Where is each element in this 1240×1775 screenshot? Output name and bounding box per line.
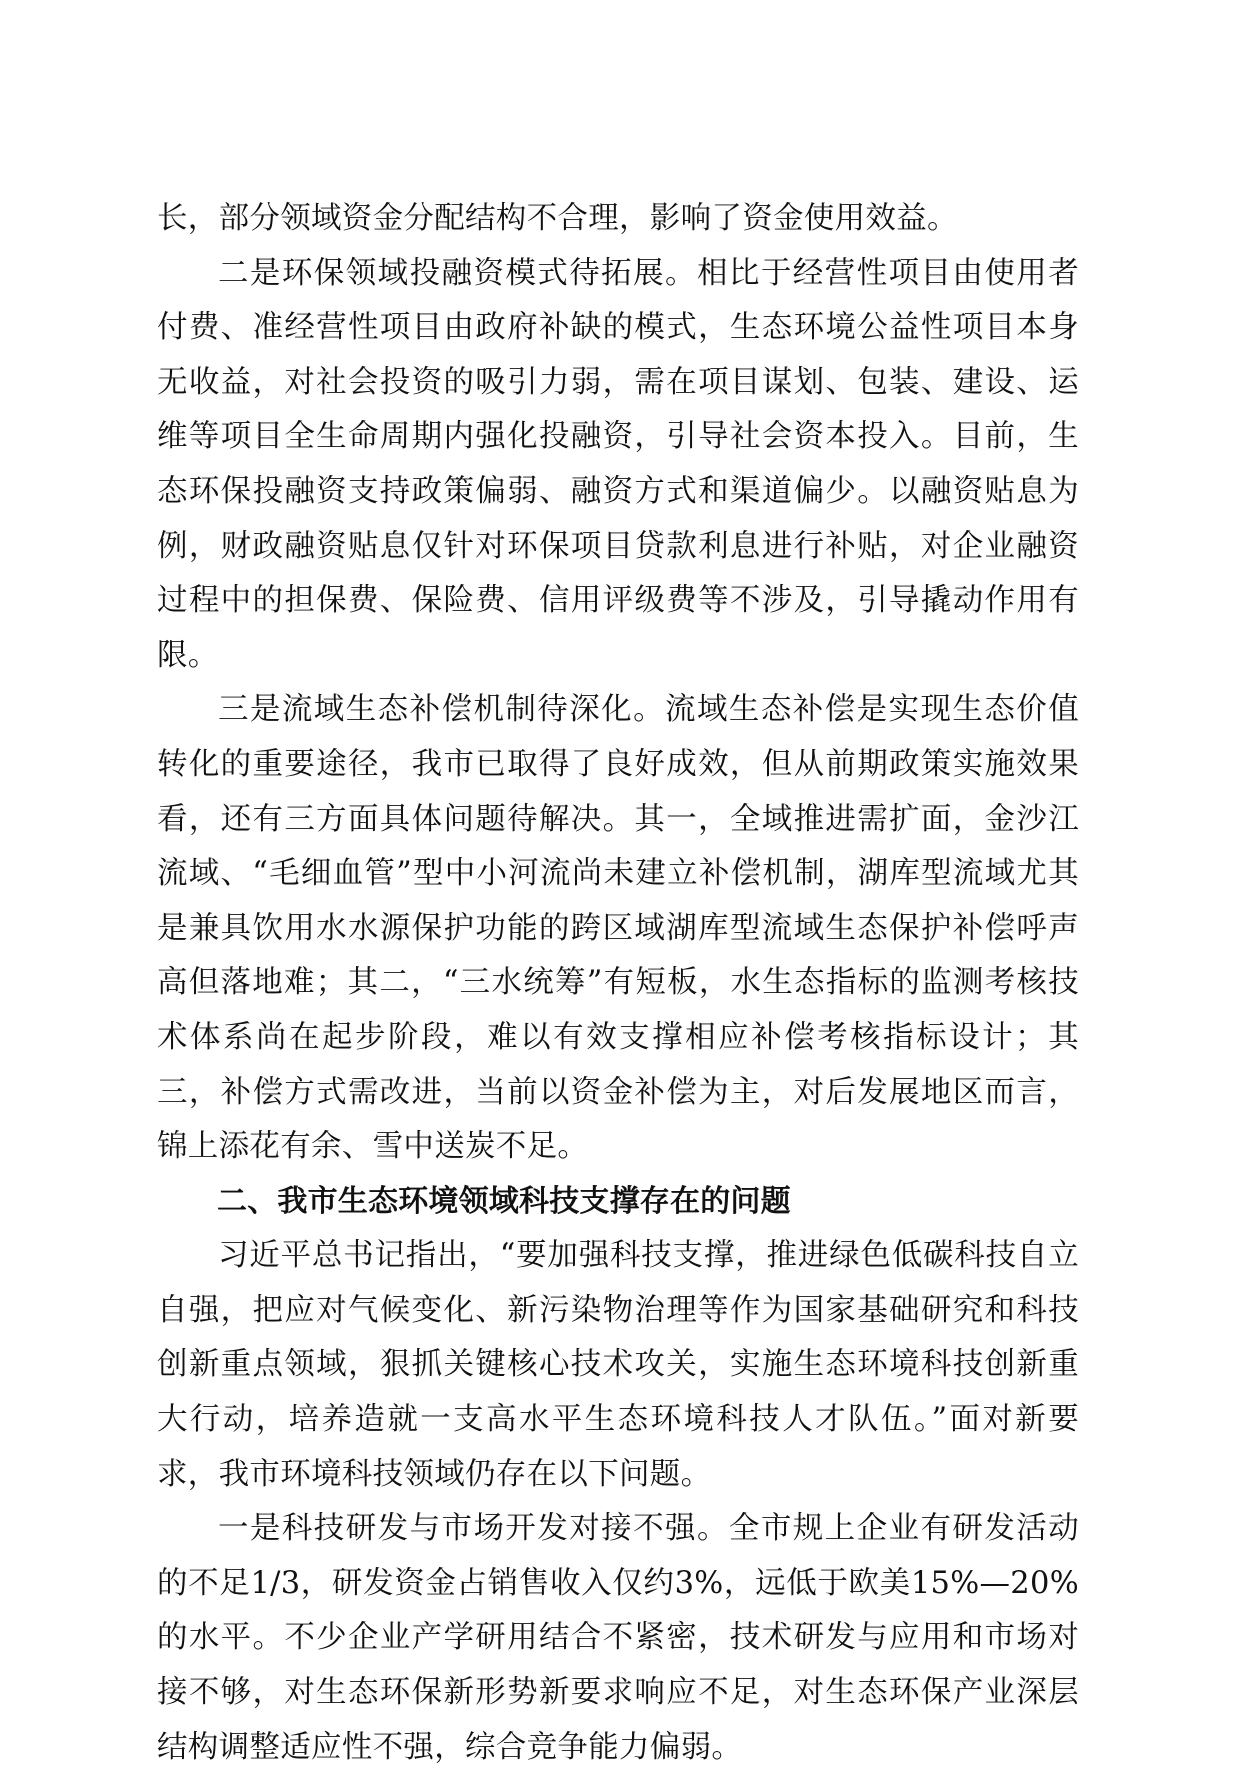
- document-body: [157, 192, 1079, 1775]
- section-heading: 二、我市生态环境领域科技支撑存在的问题: [217, 1183, 791, 1219]
- paragraph-investment-financing: 二是环保领域投融资模式待拓展。相比于经营性项目由使用者付费、准经营性项目由政府补缺的模式，生态环境公益性项目本身无收益，对社会投资的吸引力弱，需在项目谋划、包装、建设、运维等项目全生命周期内强化投融资，引导社会资本投入。目前，生态环保投融资支持政策偏弱、融资方式和渠道偏少。以融资贴息为例，财政融资贴息仅针对环保项目贷款利息进行补贴，对企业融资过程中的担保费、保险费、信用评级费等不涉及，引导撬动作用有限。: [157, 255, 1079, 673]
- paragraph-quote: 习近平总书记指出，“要加强科技支撑，推进绿色低碳科技自立自强，把应对气候变化、新污染物治理等作为国家基础研究和科技创新重点领域，狠抓关键核心技术攻关，实施生态环境科技创新重大行动，培养造就一支高水平生态环境科技人才队伍。”面对新要求，我市环境科技领域仍存在以下问题。: [157, 1238, 1079, 1492]
- paragraph-continuation: 长，部分领域资金分配结构不合理，影响了资金使用效益。: [157, 201, 958, 236]
- paragraph-rd-market: 一是科技研发与市场开发对接不强。全市规上企业有研发活动的不足1/3，研发资金占销售收入仅约3%，远低于欧美15%—20%的水平。不少企业产学研用结合不紧密，技术研发与应用和市场对接不够，对生态环保新形势新要求响应不足，对生态环保产业深层结构调整适应性不强，综合竞争能力偏弱。: [157, 1511, 1079, 1765]
- paragraph-ecological-compensation: 三是流域生态补偿机制待深化。流域生态补偿是实现生态价值转化的重要途径，我市已取得了良好成效，但从前期政策实施效果看，还有三方面具体问题待解决。其一，全域推进需扩面，金沙江流域、“毛细血管”型中小河流尚未建立补偿机制，湖库型流域尤其是兼具饮用水水源保护功能的跨区域湖库型流域生态保护补偿呼声高但落地难；其二，“三水统筹”有短板，水生态指标的监测考核技术体系尚在起步阶段，难以有效支撑相应补偿考核指标设计；其三，补偿方式需改进，当前以资金补偿为主，对后发展地区而言，锦上添花有余、雪中送炭不足。: [157, 692, 1079, 1165]
